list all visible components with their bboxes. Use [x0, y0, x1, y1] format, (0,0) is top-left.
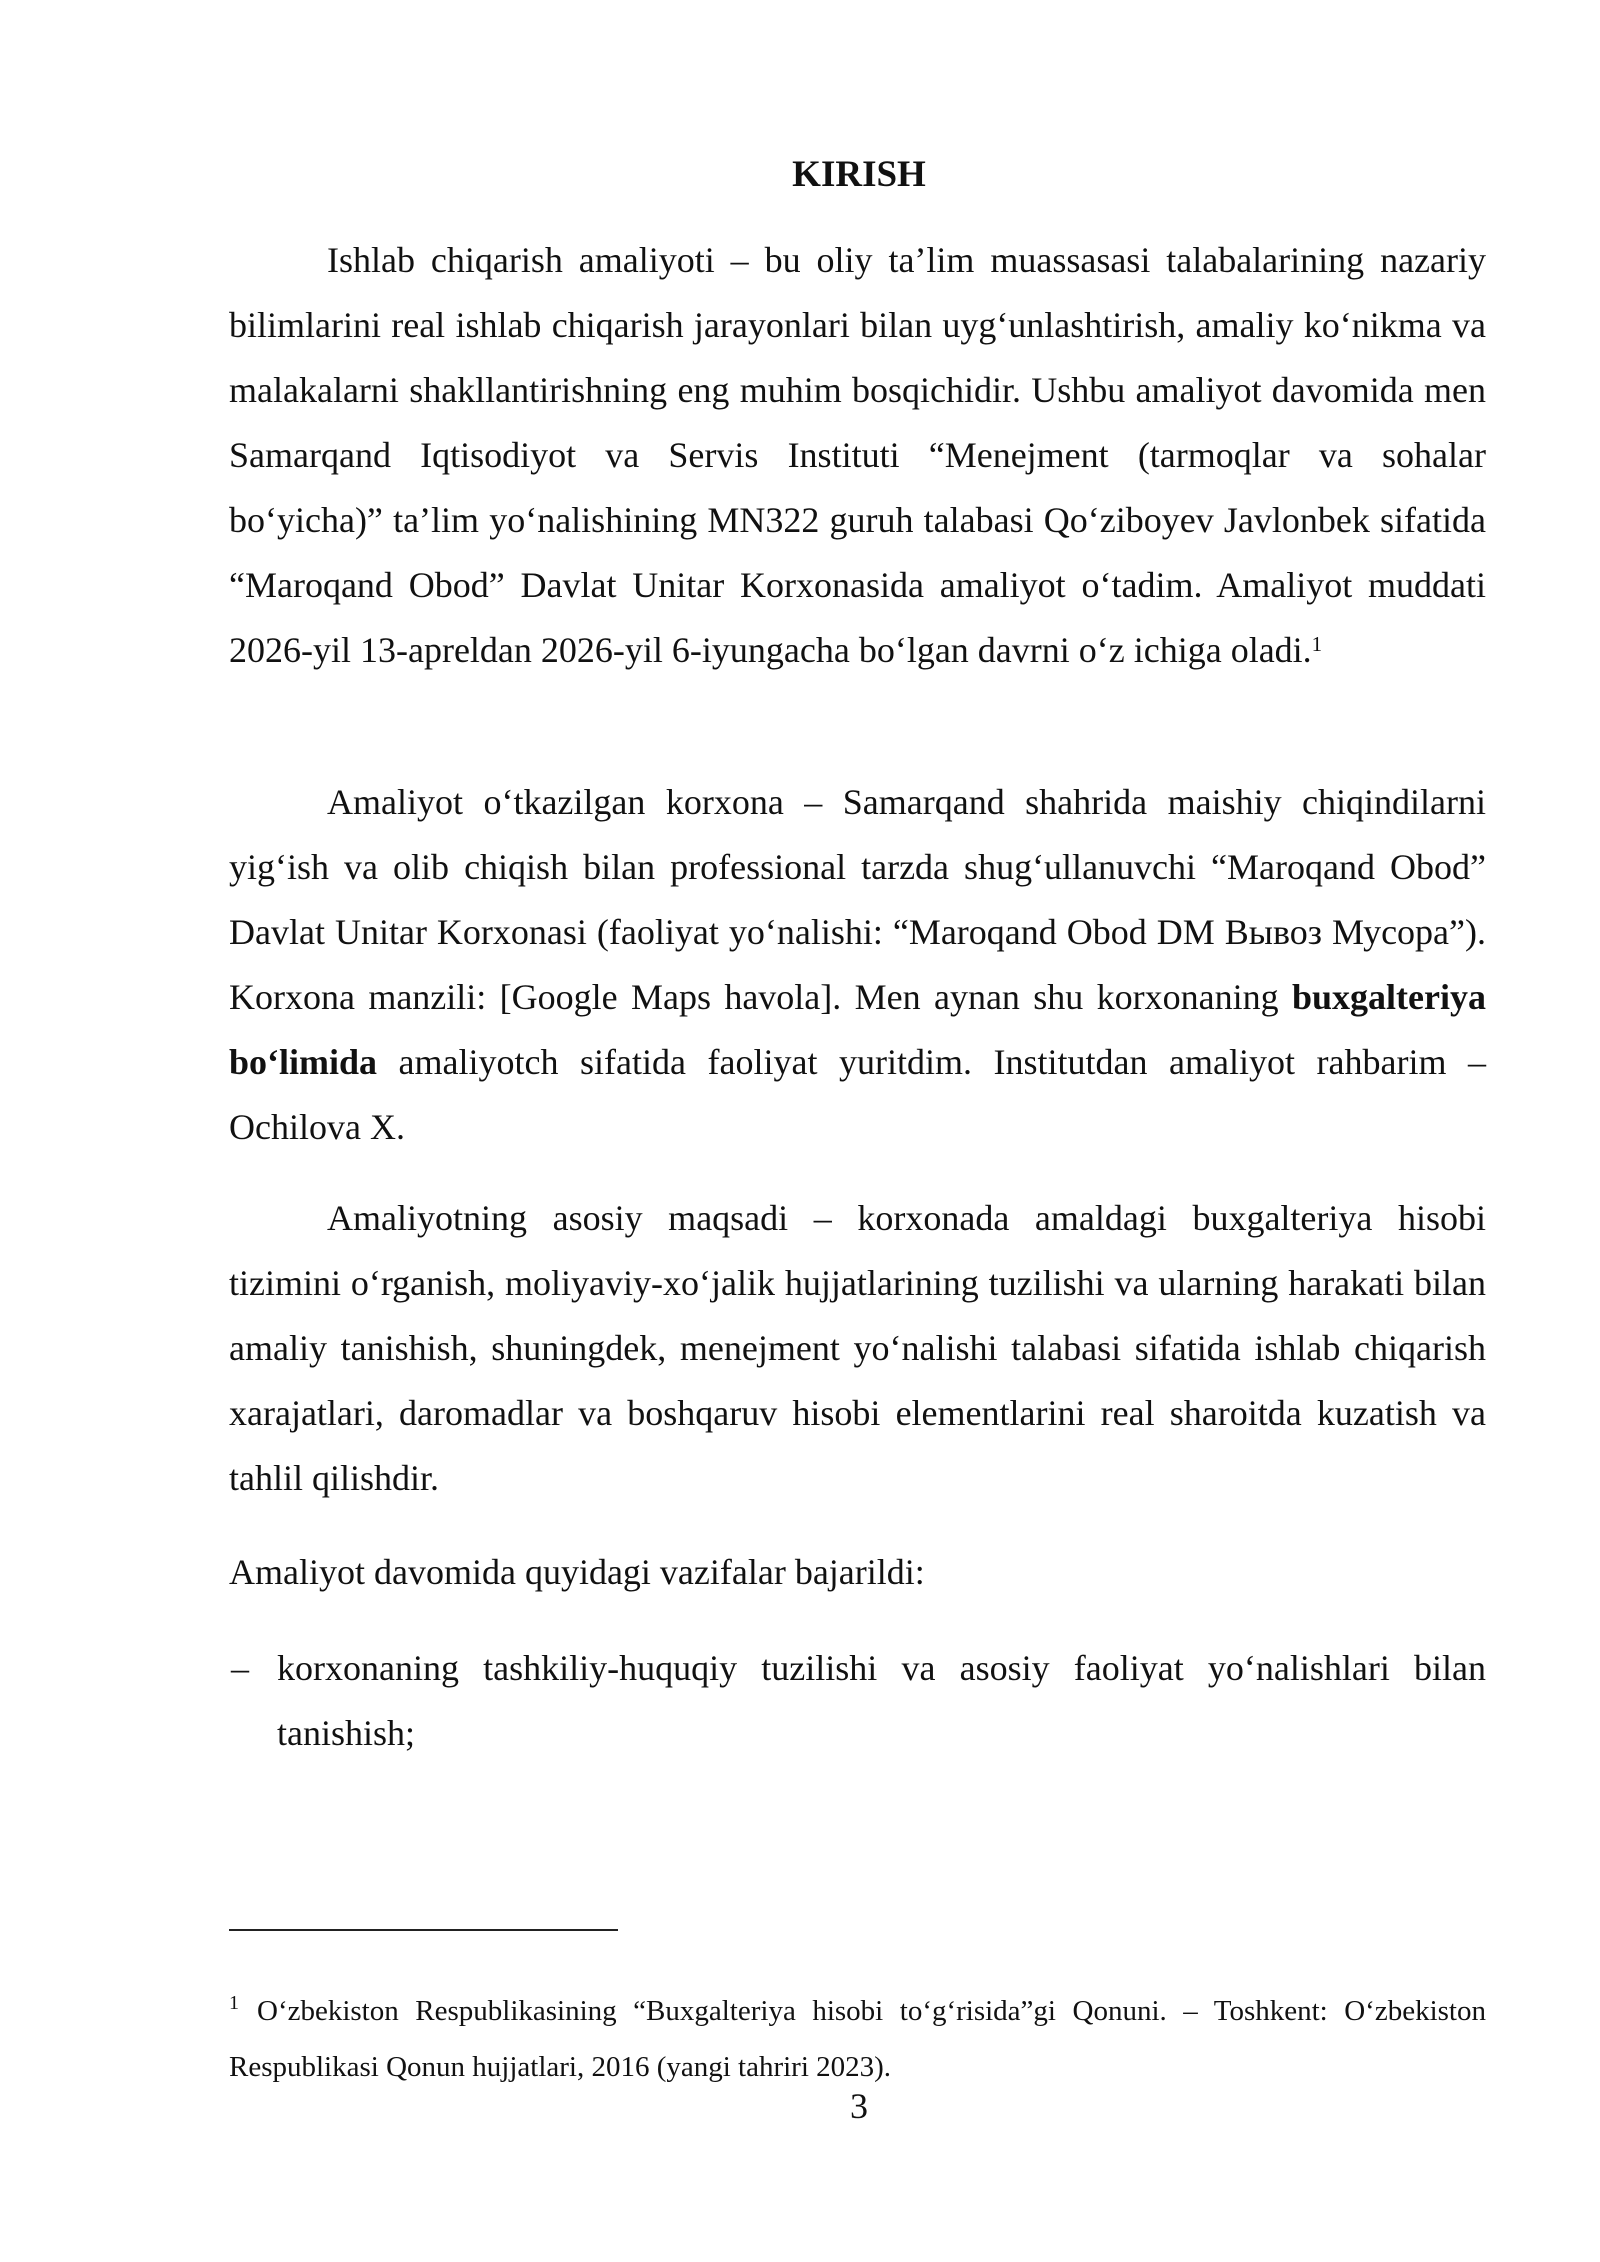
paragraph-company-bold: buxgalteriya bo‘limida — [229, 977, 1486, 1082]
paragraph-intro-text: Ishlab chiqarish amaliyoti – bu oliy ta’lim muassasasi talabalarining nazariy bilimlarini real ishlab chiqarish jarayonlari bilan uyg‘unlashtirish, amaliy ko‘nikma va malakalarni shakllantirishning eng muhim bosqichidir. Ushbu amaliyot davomida men Samarqand Iqtisodiyot va Servis Instituti “Menejment (tarmoqlar va sohalar bo‘yicha)” ta’lim yo‘nalishining MN322 guruh talabasi Qo‘ziboyev Javlonbek sifatida “Maroqand Obod” Davlat Unitar Korxonasida amaliyot o‘tadim. Amaliyot muddati 2026-yil 13-apreldan 2026-yil 6-iyungacha bo‘lgan davrni o‘z ichiga oladi. — [229, 240, 1486, 670]
footnote-number: 1 — [229, 1992, 239, 2015]
paragraph-company — [229, 770, 1486, 1160]
list-marker: – — [231, 1648, 249, 1688]
list-item — [229, 1636, 1486, 1766]
paragraph-company-text-before: Amaliyot o‘tkazilgan korxona – Samarqand shahrida maishiy chiqindilarni yig‘ish va olib chiqish bilan professional tarzda shug‘ullanuvchi “Maroqand Obod” Davlat Unitar Korxonasi (faoliyat yo‘nalishi: “Maroqand Obod DM Вывоз Мусора”). Korxona manzili: [Google Maps havola]. Men aynan shu korxonaning — [229, 782, 1486, 1017]
tasks-intro: Amaliyot davomida quyidagi vazifalar bajarildi: — [229, 1552, 925, 1592]
section-heading: KIRISH — [792, 154, 926, 195]
footnote-text: O‘zbekiston Respublikasining “Buxgalteriya hisobi to‘g‘risida”gi Qonuni. – Toshkent: O‘zbekiston Respublikasi Qonun hujjatlari, 2016 (yangi tahriri 2023). — [229, 1995, 1486, 2083]
page-number: 3 — [850, 2086, 868, 2126]
paragraph-intro — [229, 228, 1486, 683]
list-item-text: korxonaning tashkiliy-huquqiy tuzilishi va asosiy faoliyat yo‘nalishlari bilan tanishish; — [277, 1648, 1486, 1753]
paragraph-company-text-after: amaliyotch sifatida faoliyat yuritdim. Institutdan amaliyot rahbarim – Ochilova X. — [229, 1042, 1486, 1147]
footnote-separator — [229, 1929, 618, 1931]
footnote-reference[interactable]: 1 — [1311, 632, 1323, 656]
footnote — [229, 1983, 1486, 2095]
paragraph-goal: Amaliyotning asosiy maqsadi – korxonada amaldagi buxgalteriya hisobi tizimini o‘rganish, moliyaviy-xo‘jalik hujjatlarining tuzilishi va ularning harakati bilan amaliy tanishish, shuningdek, menejment yo‘nalishi talabasi sifatida ishlab chiqarish xarajatlari, daromadlar va boshqaruv hisobi elementlarini real sharoitda kuzatish va tahlil qilishdir. — [229, 1198, 1486, 1498]
